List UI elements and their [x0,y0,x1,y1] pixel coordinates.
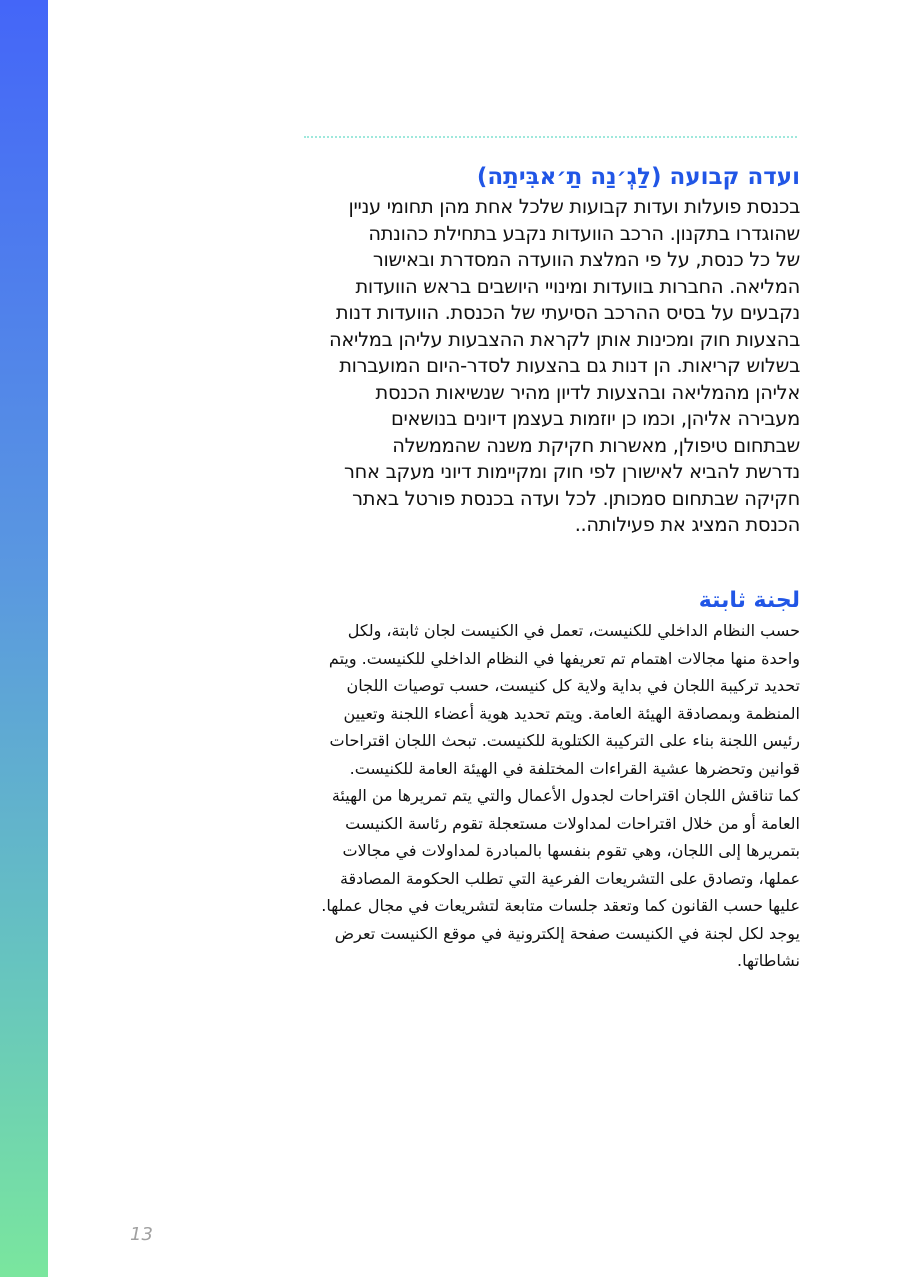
body-line: שבתחום טיפולן, מאשרות חקיקת משנה שהממשלה [392,433,800,457]
body-line: בשלוש קריאות. הן דנות גם בהצעות לסדר-היום המועברות [339,354,800,377]
body-line: قوانين وتحضرها عشية القراءات المختلفة في الهيئة العامة للكنيست. [349,758,800,778]
body-line: المنظمة وبمصادقة الهيئة العامة. ويتم تحديد هوية أعضاء اللجنة وتعيين [343,703,800,723]
body-line: بتمريرها إلى اللجان، وهي تقوم بنفسها بالمبادرة لمداولات في مجالات [342,841,800,860]
hebrew-section-title: ועדה קבועה (לַגְ׳נַה תַ׳אבִּיתַה) [476,164,800,190]
body-line: בהצעות חוק ומכינות אותן לקראת ההצבעות עליהן במליאה [329,327,800,351]
body-line: של כל כנסת, על פי המלצת הוועדה המסדרת ובאישור [372,248,800,271]
body-line: رئيس اللجنة بناء على التركيبة الكتلوية للكنيست. تبحث اللجان اقتراحات [329,731,800,750]
body-line: عملها، وتصادق على التشريعات الفرعية التي تطلب الحكومة المصادقة [339,868,800,888]
hebrew-section [300,160,800,539]
body-line: حسب النظام الداخلي للكنيست، تعمل في الكنيست لجان ثابتة، ولكل [347,621,800,640]
body-line: אליהן מהמליאה ובהצעות לדיון מהיר שנשיאות הכנסת [375,380,800,404]
body-line: عليها حسب القانون كما وتعقد جلسات متابعة لتشريعات في مجال عملها. [321,896,800,915]
body-line: חקיקה שבתחום סמכותן. לכל ועדה בכנסת פורטל באתר [352,486,800,510]
body-line: العامة أو من خلال اقتراحات لمداولات مستعجلة تقوم رئاسة الكنيست [345,813,800,833]
body-line: واحدة منها مجالات اهتمام تم تعريفها في النظام الداخلي للكنيست. ويتم [328,648,800,668]
arabic-section [300,585,800,975]
body-line: نشاطاتها. [737,951,800,970]
page-number: 13 [130,1224,153,1245]
body-line: נדרשת להביא לאישורן לפי חוק ומקיימות דיוני מעקב אחר [344,460,800,483]
arabic-section-title: لجنة ثابتة [698,588,800,613]
gradient-sidebar [0,0,48,1277]
body-line: מעבירה אליהן, וכמו כן יוזמות בעצמן דיונים בנושאים [390,407,800,430]
body-line: يوجد لكل لجنة في الكنيست صفحة إلكترونية في موقع الكنيست تعرض [334,923,800,943]
dotted-separator [304,136,797,138]
body-line: שהוגדרו בתקנון. הרכב הוועדות נקבע בתחילת כהונתה [368,221,800,245]
body-line: נקבעים על בסיס ההרכב הסיעתי של הכנסת. הוועדות דנות [335,301,800,324]
hebrew-section-body [300,194,800,539]
arabic-section-body [300,617,800,975]
body-line: המליאה. החברות בוועדות ומינויי היושבים בראש הוועדות [355,274,800,298]
body-line: בכנסת פועלות ועדות קבועות שלכל אחת מהן תחומי עניין [348,195,800,218]
body-line: كما تناقش اللجان اقتراحات لجدول الأعمال والتي يتم تمريرها من الهيئة [331,786,800,805]
body-line: تحديد تركيبة اللجان في بداية ولاية كل كنيست، حسب توصيات اللجان [346,676,800,695]
body-line: הכנסת המציג את פעילותה.. [574,513,800,536]
